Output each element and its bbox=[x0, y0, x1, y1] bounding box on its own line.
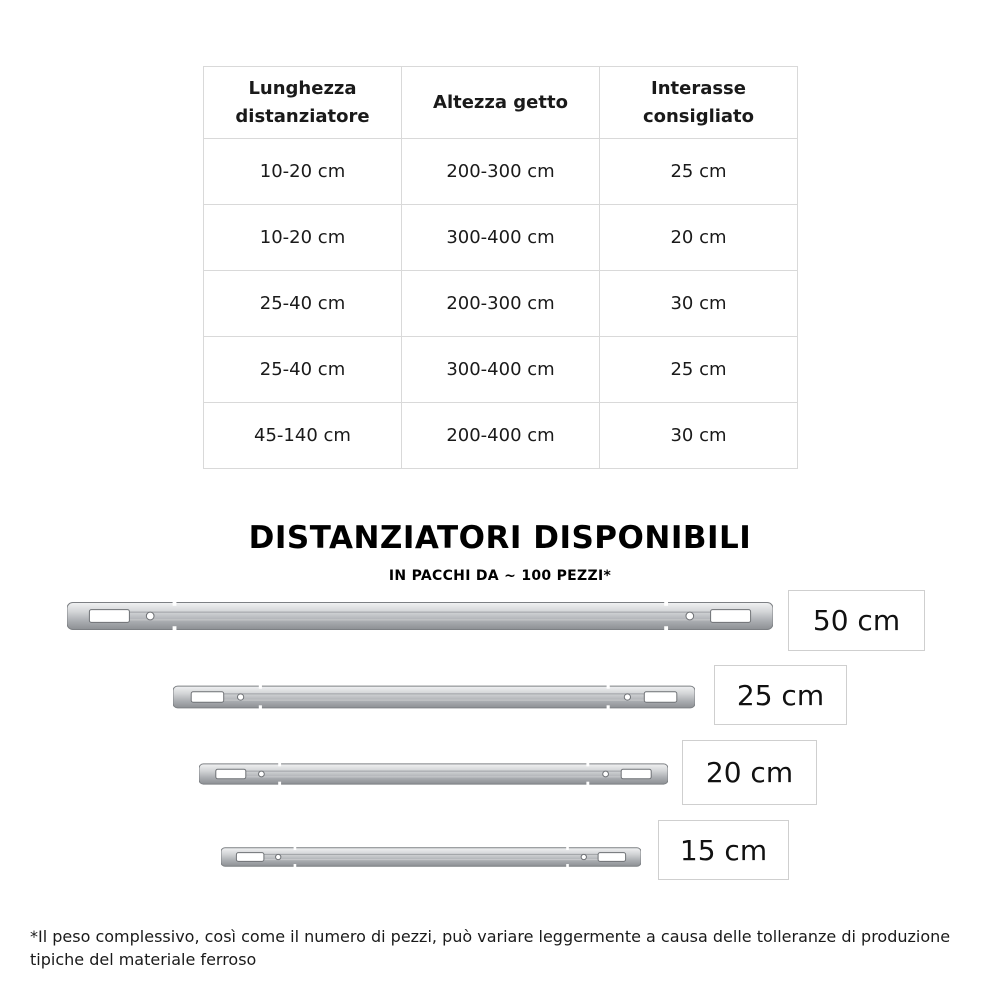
spacer-bar-svg bbox=[173, 684, 695, 710]
size-label-15cm: 15 cm bbox=[658, 820, 789, 880]
spacer-bar-svg bbox=[67, 600, 773, 632]
header-lunghezza bbox=[204, 67, 402, 139]
header-lunghezza-line2: distanziatore bbox=[235, 105, 370, 127]
hole-left bbox=[259, 771, 265, 777]
notch-left-bottom bbox=[278, 782, 281, 786]
spacer-bar-svg bbox=[221, 846, 641, 868]
table-row bbox=[204, 139, 798, 205]
notch-right-bottom bbox=[586, 782, 589, 786]
notch-right-bottom bbox=[664, 626, 668, 632]
section-title: DISTANZIATORI DISPONIBILI bbox=[248, 520, 752, 556]
section-subtitle: IN PACCHI DA ~ 100 PEZZI* bbox=[388, 568, 612, 584]
footnote: *Il peso complessivo, così come il numero di pezzi, può variare leggermente a causa delle tolleranze di produzione tipiche del materiale ferroso bbox=[30, 927, 951, 969]
spacer-image-25cm bbox=[173, 684, 695, 710]
notch-right-top bbox=[586, 762, 589, 766]
table-row bbox=[204, 403, 798, 469]
slot-left bbox=[89, 610, 129, 623]
hole-right bbox=[603, 771, 609, 777]
table-header-row bbox=[204, 67, 798, 139]
hole-right bbox=[581, 854, 586, 859]
notch-left-top bbox=[259, 684, 262, 689]
header-altezza: Altezza getto bbox=[402, 67, 600, 139]
table-cell: 20 cm bbox=[600, 205, 798, 271]
bar-body bbox=[67, 603, 773, 630]
notch-right-bottom bbox=[566, 864, 569, 868]
table-cell: 200-300 cm bbox=[402, 271, 600, 337]
bar-body bbox=[221, 848, 641, 866]
spacer-bar-svg bbox=[199, 762, 668, 786]
hole-right bbox=[624, 694, 630, 700]
hole-left bbox=[276, 854, 281, 859]
size-label-25cm: 25 cm bbox=[714, 665, 847, 725]
table-cell: 30 cm bbox=[600, 271, 798, 337]
header-interasse-line2: consigliato bbox=[642, 105, 755, 127]
slot-right bbox=[711, 610, 751, 623]
notch-left-bottom bbox=[173, 626, 177, 632]
table-row bbox=[204, 205, 798, 271]
table-cell: 200-300 cm bbox=[402, 139, 600, 205]
header-lunghezza-line1: Lunghezza bbox=[248, 77, 357, 99]
table-cell: 25-40 cm bbox=[204, 271, 402, 337]
table-cell: 10-20 cm bbox=[204, 139, 402, 205]
notch-right-bottom bbox=[607, 705, 610, 710]
slot-right bbox=[621, 769, 651, 779]
header-interasse bbox=[600, 67, 798, 139]
spacer-image-20cm bbox=[199, 762, 668, 786]
notch-left-bottom bbox=[294, 864, 297, 868]
table-cell: 10-20 cm bbox=[204, 205, 402, 271]
slot-left bbox=[216, 769, 246, 779]
notch-left-bottom bbox=[259, 705, 262, 710]
table-row bbox=[204, 337, 798, 403]
slot-left bbox=[191, 692, 224, 702]
notch-left-top bbox=[173, 600, 177, 606]
notch-left-top bbox=[278, 762, 281, 766]
notch-left-top bbox=[294, 846, 297, 850]
table-cell: 200-400 cm bbox=[402, 403, 600, 469]
table-cell: 45-140 cm bbox=[204, 403, 402, 469]
size-label-50cm: 50 cm bbox=[788, 590, 925, 651]
table-cell: 25 cm bbox=[600, 337, 798, 403]
notch-right-top bbox=[566, 846, 569, 850]
hole-left bbox=[237, 694, 243, 700]
slot-right bbox=[644, 692, 677, 702]
hole-right bbox=[686, 612, 694, 620]
notch-right-top bbox=[607, 684, 610, 689]
size-label-20cm: 20 cm bbox=[682, 740, 817, 805]
table-cell: 300-400 cm bbox=[402, 337, 600, 403]
spec-table bbox=[203, 66, 798, 469]
table-cell: 30 cm bbox=[600, 403, 798, 469]
table-row bbox=[204, 271, 798, 337]
bar-body bbox=[199, 764, 668, 784]
bar-body bbox=[173, 686, 695, 708]
spacer-image-15cm bbox=[221, 846, 641, 868]
header-interasse-line1: Interasse bbox=[651, 77, 746, 99]
notch-right-top bbox=[664, 600, 668, 606]
slot-left bbox=[236, 853, 264, 862]
table-cell: 25 cm bbox=[600, 139, 798, 205]
table-cell: 25-40 cm bbox=[204, 337, 402, 403]
slot-right bbox=[598, 853, 626, 862]
spacer-image-50cm bbox=[67, 600, 773, 632]
hole-left bbox=[146, 612, 154, 620]
table-cell: 300-400 cm bbox=[402, 205, 600, 271]
